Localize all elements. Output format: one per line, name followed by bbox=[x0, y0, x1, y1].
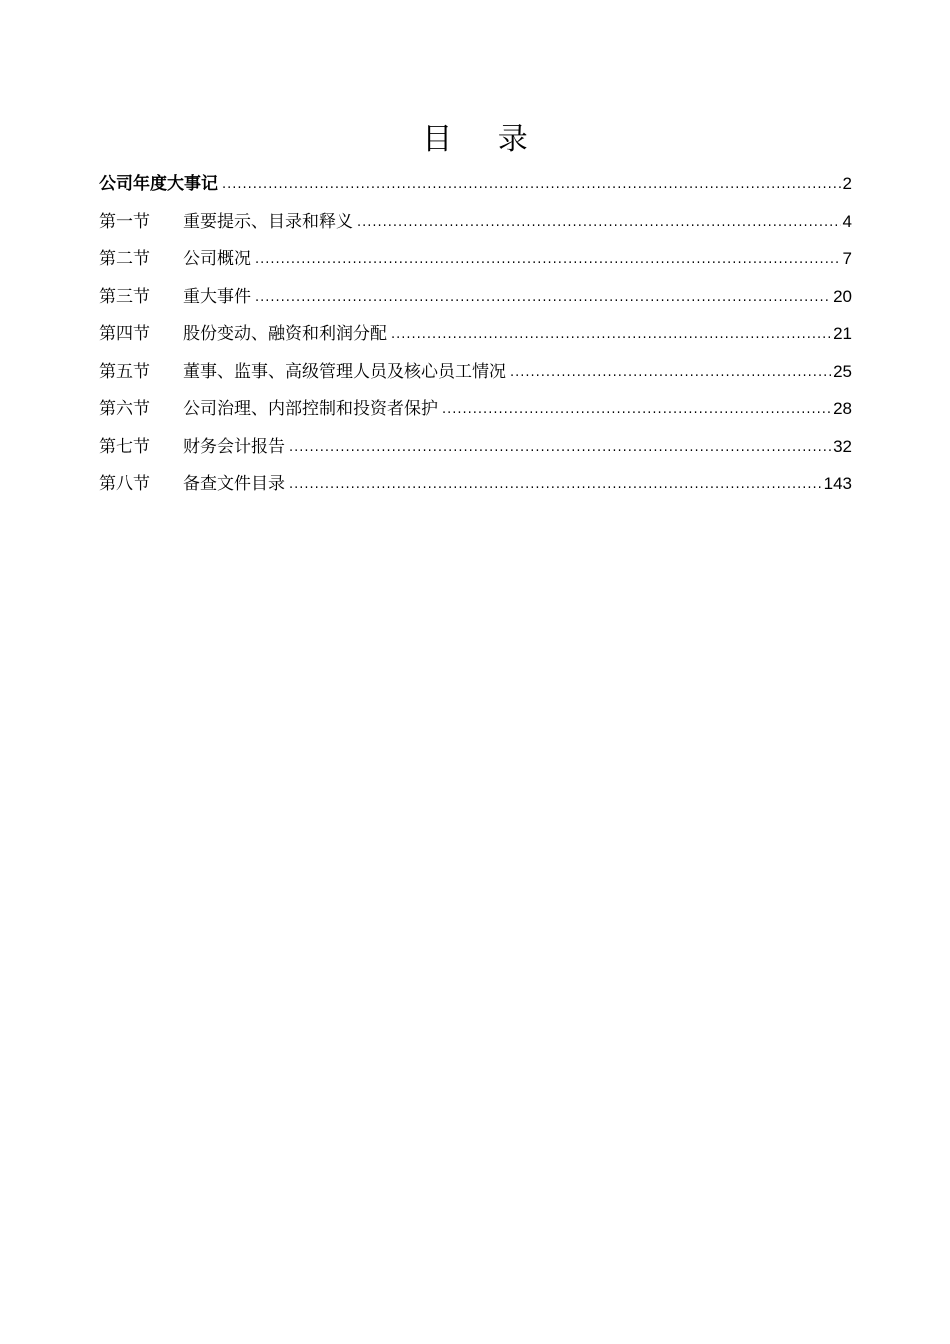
toc-entry[interactable] bbox=[99, 168, 852, 206]
toc-entry[interactable] bbox=[99, 393, 852, 431]
toc-entry-label: 公司概况 bbox=[183, 249, 251, 269]
toc-entry[interactable] bbox=[99, 318, 852, 356]
toc-leader-dots bbox=[255, 282, 831, 314]
toc-entry-label: 财务会计报告 bbox=[183, 436, 285, 457]
toc-entry-section: 第七节 bbox=[99, 436, 150, 457]
toc-entry-section: 第六节 bbox=[99, 399, 150, 419]
toc-entry-section: 第四节 bbox=[99, 324, 150, 344]
toc-leader-dots bbox=[289, 432, 831, 464]
toc-leader-dots bbox=[255, 244, 841, 276]
toc-entry-page: 28 bbox=[833, 399, 852, 418]
toc-entry-section: 第三节 bbox=[99, 286, 150, 307]
toc-entry-section: 第一节 bbox=[99, 211, 150, 232]
toc-entry-label: 股份变动、融资和利润分配 bbox=[183, 324, 387, 344]
toc-entry[interactable] bbox=[99, 468, 852, 506]
toc-leader-dots bbox=[222, 169, 841, 201]
toc-entry[interactable] bbox=[99, 243, 852, 281]
toc-entry-page: 21 bbox=[833, 324, 852, 343]
toc-leader-dots bbox=[391, 319, 831, 351]
toc-entry[interactable] bbox=[99, 281, 852, 319]
toc-entry-section: 第二节 bbox=[99, 249, 150, 269]
toc-leader-dots bbox=[357, 207, 841, 239]
toc-leader-dots bbox=[442, 394, 831, 426]
toc-leader-dots bbox=[289, 469, 822, 501]
toc-entry[interactable] bbox=[99, 431, 852, 469]
toc-entry-label: 重大事件 bbox=[183, 286, 251, 307]
toc-entry-section: 第八节 bbox=[99, 474, 150, 494]
toc-entry[interactable] bbox=[99, 356, 852, 394]
toc-entry-page: 25 bbox=[833, 361, 852, 381]
toc-entry-page: 32 bbox=[833, 436, 852, 456]
toc-entry-page: 4 bbox=[842, 211, 852, 231]
toc-entry-page: 2 bbox=[842, 174, 852, 193]
table-of-contents bbox=[99, 168, 852, 506]
toc-entry[interactable] bbox=[99, 206, 852, 244]
toc-entry-page: 20 bbox=[833, 286, 852, 306]
page-title: 目 录 bbox=[422, 122, 546, 157]
toc-leader-dots bbox=[510, 357, 831, 389]
toc-entry-label: 董事、监事、高级管理人员及核心员工情况 bbox=[183, 361, 506, 382]
toc-entry-page: 143 bbox=[823, 474, 852, 493]
toc-entry-label: 公司治理、内部控制和投资者保护 bbox=[183, 399, 438, 419]
toc-entry-label: 公司年度大事记 bbox=[99, 174, 218, 194]
toc-entry-label: 备查文件目录 bbox=[183, 474, 285, 494]
toc-entry-page: 7 bbox=[842, 249, 852, 268]
toc-entry-label: 重要提示、目录和释义 bbox=[183, 211, 353, 232]
toc-entry-section: 第五节 bbox=[99, 361, 150, 382]
